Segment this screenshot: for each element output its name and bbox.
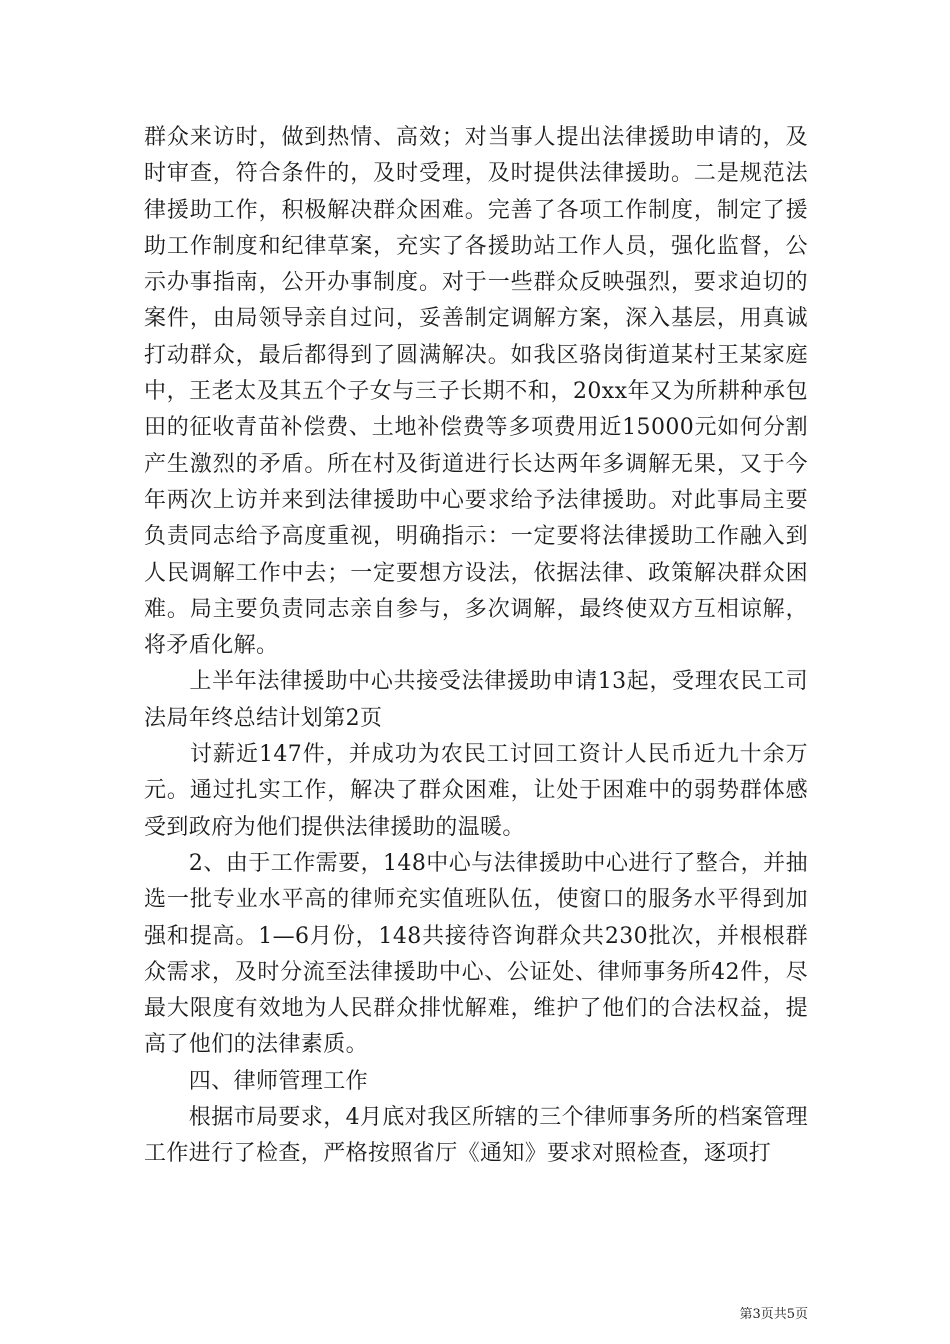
section-heading-lawyer-management: 四、律师管理工作 <box>144 1068 369 1094</box>
paragraph-first-half-summary: 上半年法律援助中心共接受法律援助申请13起，受理农民工司法局年终总结计划第2页 <box>144 669 808 731</box>
paragraph-archive-inspection: 根据市局要求，4月底对我区所辖的三个律师事务所的档案管理工作进行了检查，严格按照省厅《通知》要求对照检查，逐项打 <box>144 1105 808 1167</box>
paragraph-case-handling: 群众来访时，做到热情、高效；对当事人提出法律援助申请的，及时审查，符合条件的，及时受理，及时提供法律援助。二是规范法律援助工作，积极解决群众困难。完善了各项工作制度，制定了援助工作制度和纪律草案，充实了各援助站工作人员，强化监督，公示办事指南，公开办事制度。对于一些群众反映强烈，要求迫切的案件，由局领导亲自过问，妥善制定调解方案，深入基层，用真诚打动群众，最后都得到了圆满解决。如我区骆岗街道某村王某家庭中，王老太及其五个子女与三子长期不和，20xx年又为所耕种承包田的征收青苗补偿费、土地补偿费等多项费用近15000元如何分割产生激烈的矛盾。所在村及街道进行长达两年多调解无果，又于今年两次上访并来到法律援助中心要求给予法律援助。对此事局主要负责同志给予高度重视，明确指示：一定要将法律援助工作融入到人民调解工作中去；一定要想方设法，依据法律、政策解决群众困难。局主要负责同志亲自参与，多次调解，最终使双方互相谅解，将矛盾化解。 <box>144 125 808 659</box>
paragraph-148-center: 2、由于工作需要，148中心与法律援助中心进行了整合，并抽选一批专业水平高的律师充实值班队伍，使窗口的服务水平得到加强和提高。1—6月份，148共接待咨询群众共230批次，并根根群众需求，及时分流至法律援助中心、公证处、律师事务所42件，尽最大限度有效地为人民群众排忧解难，维护了他们的合法权益，提高了他们的法律素质。 <box>144 850 808 1058</box>
paragraph-wage-recovery: 讨薪近147件，并成功为农民工讨回工资计人民币近九十余万元。通过扎实工作，解决了群众困难，让处于困难中的弱势群体感受到政府为他们提供法律援助的温暖。 <box>144 742 808 840</box>
page-number-footer: 第3页共5页 <box>739 1307 808 1322</box>
document-body <box>144 120 808 1173</box>
